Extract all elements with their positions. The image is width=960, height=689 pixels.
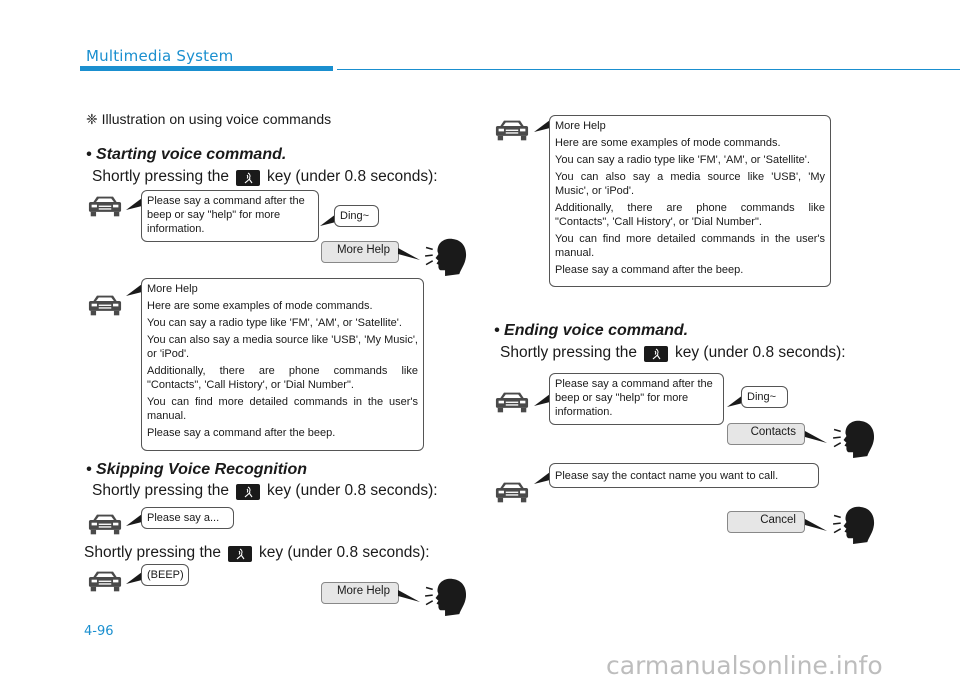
end-instruction <box>500 344 846 362</box>
system-prompt-bubble: Please say a command after the beep or say "help" for more information. <box>549 373 724 425</box>
instruction-text-before: Shortly pressing the <box>92 482 229 499</box>
instruction-text-after: key (under 0.8 seconds): <box>259 544 430 561</box>
bubble-pointer <box>126 512 142 526</box>
bubble-pointer <box>534 392 550 406</box>
skip-instruction-2 <box>84 544 430 562</box>
header-accent-bar <box>80 66 333 71</box>
car-icon <box>494 118 530 143</box>
page-number: 4-96 <box>84 624 114 639</box>
instruction-text-after: key (under 0.8 seconds): <box>675 344 846 361</box>
instruction-text-before: Shortly pressing the <box>92 168 229 185</box>
help-line: Here are some examples of mode commands. <box>147 300 373 312</box>
help-line: You can find more detailed commands in the user's manual. <box>147 396 418 422</box>
car-icon <box>87 293 123 318</box>
ding-bubble: Ding~ <box>334 205 379 227</box>
car-icon <box>87 194 123 219</box>
speaking-person-icon <box>424 578 468 616</box>
watermark: carmanualsonline.info <box>606 651 883 680</box>
start-instruction <box>92 168 438 186</box>
bubble-pointer <box>534 470 550 484</box>
bubble-pointer <box>534 118 550 132</box>
help-line: Please say a command after the beep. <box>147 427 336 439</box>
more-help-bubble <box>549 115 831 287</box>
system-prompt-bubble: Please say a... <box>141 507 234 529</box>
talk-key-icon <box>228 546 252 562</box>
help-line: You can also say a media source like 'USB', 'My Music', or 'iPod'. <box>147 334 418 360</box>
more-help-utterance: More Help <box>321 582 399 604</box>
speech-pointer <box>805 517 827 533</box>
section-title: Multimedia System <box>86 47 234 65</box>
contacts-utterance: Contacts <box>727 423 805 445</box>
cancel-utterance: Cancel <box>727 511 805 533</box>
more-help-bubble <box>141 278 424 451</box>
help-title: More Help <box>147 283 198 295</box>
beep-bubble: (BEEP) <box>141 564 189 586</box>
help-line: You can also say a media source like 'USB', 'My Music', or 'iPod'. <box>555 171 825 197</box>
speaking-person-icon <box>832 506 876 544</box>
more-help-utterance: More Help <box>321 241 399 263</box>
ending-voice-command-heading: • Ending voice command. <box>494 322 689 339</box>
bubble-pointer <box>126 196 142 210</box>
help-title: More Help <box>555 120 606 132</box>
starting-voice-command-heading: • Starting voice command. <box>86 146 287 163</box>
instruction-text-after: key (under 0.8 seconds): <box>267 168 438 185</box>
speaking-person-icon <box>832 420 876 458</box>
header-divider <box>337 69 960 70</box>
help-line: Additionally, there are phone commands like "Contacts", 'Call History', or 'Dial Number". <box>555 202 825 228</box>
instruction-text-before: Shortly pressing the <box>84 544 221 561</box>
talk-key-icon <box>236 484 260 500</box>
talk-key-icon <box>644 346 668 362</box>
ding-bubble: Ding~ <box>741 386 788 408</box>
system-prompt-bubble: Please say a command after the beep or say "help" for more information. <box>141 190 319 242</box>
help-line: Additionally, there are phone commands like "Contacts", 'Call History', or 'Dial Number". <box>147 365 418 391</box>
help-line: Here are some examples of mode commands. <box>555 137 781 149</box>
speech-pointer <box>398 246 420 262</box>
instruction-text-before: Shortly pressing the <box>500 344 637 361</box>
speaking-person-icon <box>424 238 468 276</box>
illustration-note: ❈ Illustration on using voice commands <box>86 111 332 127</box>
skip-instruction <box>92 482 438 500</box>
car-icon <box>87 569 123 594</box>
car-icon <box>87 512 123 537</box>
bubble-pointer <box>126 570 142 584</box>
bubble-pointer <box>126 282 142 296</box>
instruction-text-after: key (under 0.8 seconds): <box>267 482 438 499</box>
skipping-voice-recognition-heading: • Skipping Voice Recognition <box>86 461 308 478</box>
help-line: You can say a radio type like 'FM', 'AM', or 'Satellite'. <box>147 317 402 329</box>
help-line: You can say a radio type like 'FM', 'AM', or 'Satellite'. <box>555 154 810 166</box>
help-line: You can find more detailed commands in the user's manual. <box>555 233 825 259</box>
system-prompt-bubble: Please say the contact name you want to call. <box>549 463 819 488</box>
speech-pointer <box>398 588 420 604</box>
help-line: Please say a command after the beep. <box>555 264 744 276</box>
car-icon <box>494 480 530 505</box>
talk-key-icon <box>236 170 260 186</box>
speech-pointer <box>805 429 827 445</box>
car-icon <box>494 390 530 415</box>
